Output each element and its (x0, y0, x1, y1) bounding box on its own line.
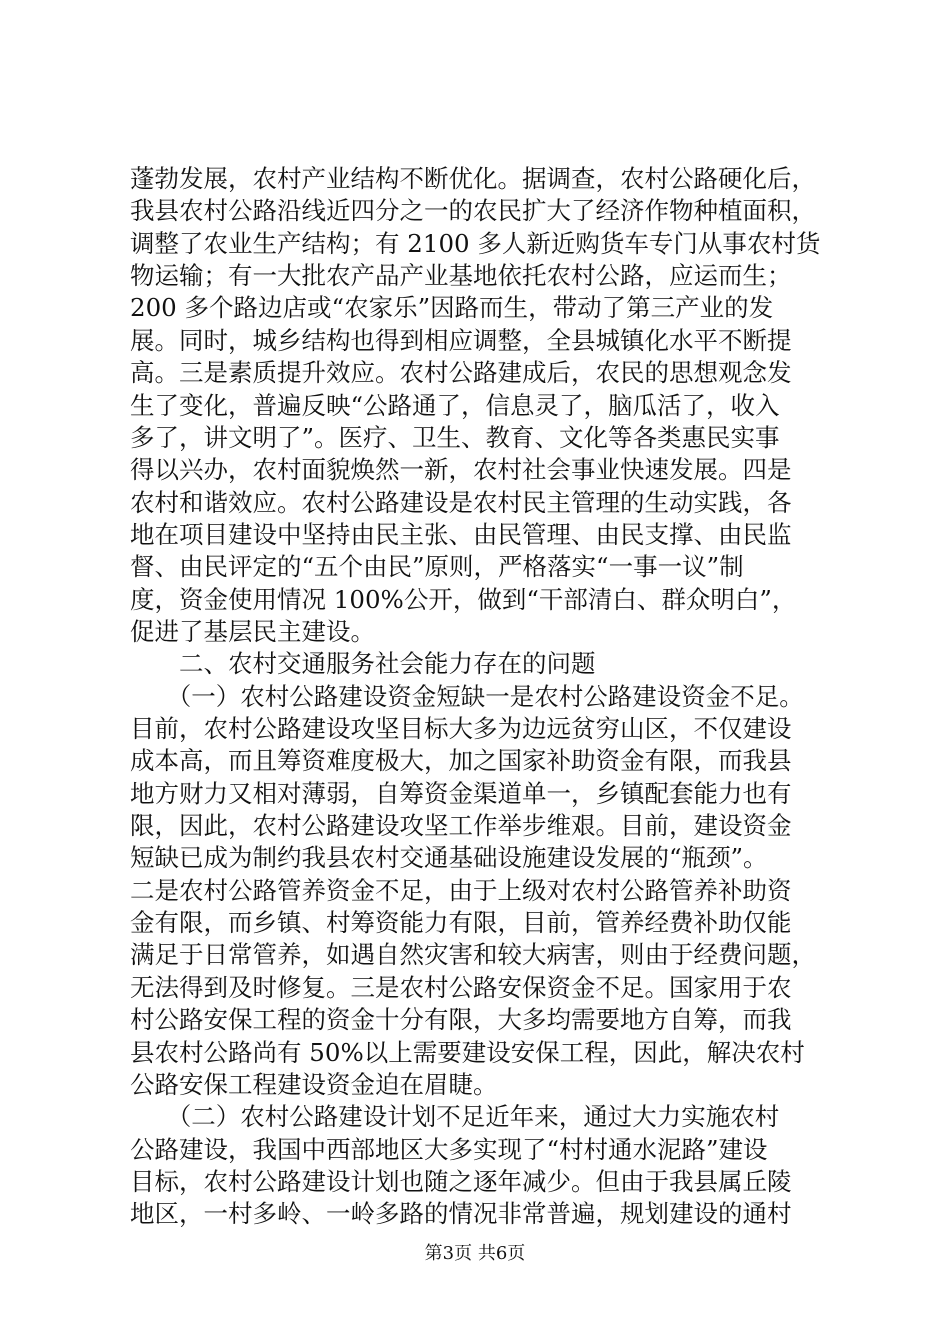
text-line: 展。同时，城乡结构也得到相应调整，全县城镇化水平不断提 (130, 325, 792, 355)
text-line: 金有限，而乡镇、村筹资能力有限，目前，管养经费补助仅能 (130, 908, 792, 938)
text-line: 地区，一村多岭、一岭多路的情况非常普遍，规划建设的通村 (130, 1199, 792, 1229)
text-line: 短缺已成为制约我县农村交通基础设施建设发展的“瓶颈”。 (130, 843, 768, 873)
text-line: 农村和谐效应。农村公路建设是农村民主管理的生动实践，各 (130, 487, 792, 517)
text-line: 蓬勃发展，农村产业结构不断优化。据调查，农村公路硬化后， (130, 164, 816, 193)
text-line: 地在项目建设中坚持由民主张、由民管理、由民支撑、由民监 (130, 519, 792, 549)
text-line: 调整了农业生产结构；有 2100 多人新近购货车专门从事农村货 (130, 228, 821, 258)
text-line: 公路建设，我国中西部地区大多实现了“村村通水泥路”建设 (130, 1134, 768, 1164)
text-line: 促进了基层民主建设。 (130, 616, 375, 646)
text-line: 度，资金使用情况 100%公开，做到“干部清白、群众明白”， (130, 584, 797, 614)
text-line: 得以兴办，农村面貌焕然一新，农村社会事业快速发展。四是 (130, 455, 792, 485)
text-line: 物运输；有一大批农产品产业基地依托农村公路，应运而生； (130, 261, 792, 291)
text-line: 地方财力又相对薄弱，自筹资金渠道单一，乡镇配套能力也有 (130, 778, 792, 808)
text-line: 县农村公路尚有 50%以上需要建设安保工程，因此，解决农村 (130, 1037, 805, 1067)
text-line: （一）农村公路建设资金短缺一是农村公路建设资金不足。 (130, 681, 804, 711)
text-line: 公路安保工程建设资金迫在眉睫。 (130, 1069, 498, 1099)
text-line: 目前，农村公路建设攻坚目标大多为边远贫穷山区，不仅建设 (130, 714, 792, 743)
text-line: 二、农村交通服务社会能力存在的问题 (130, 649, 596, 679)
text-line: 无法得到及时修复。三是农村公路安保资金不足。国家用于农 (130, 972, 792, 1002)
text-line: 限，因此，农村公路建设攻坚工作举步维艰。目前，建设资金 (130, 811, 792, 840)
text-line: 成本高，而且筹资难度极大，加之国家补助资金有限，而我县 (130, 746, 792, 776)
text-line: 目标，农村公路建设计划也随之逐年减少。但由于我县属丘陵 (130, 1166, 792, 1196)
text-line: 村公路安保工程的资金十分有限，大多均需要地方自筹，而我 (130, 1005, 792, 1035)
text-line: 满足于日常管养，如遇自然灾害和较大病害，则由于经费问题， (130, 940, 816, 970)
text-line: 生了变化，普遍反映“公路通了，信息灵了，脑瓜活了，收入 (130, 390, 780, 420)
text-line: 督、由民评定的“五个由民”原则，严格落实“一事一议”制 (130, 552, 744, 582)
text-line: 200 多个路边店或“农家乐”因路而生，带动了第三产业的发 (130, 293, 774, 323)
page-footer: 第3页 共6页 (424, 1243, 526, 1264)
text-line: 多了，讲文明了”。医疗、卫生、教育、文化等各类惠民实事 (130, 422, 780, 452)
text-line: 二是农村公路管养资金不足，由于上级对农村公路管养补助资 (130, 875, 792, 905)
text-line: 高。三是素质提升效应。农村公路建成后，农民的思想观念发 (130, 358, 792, 388)
text-line: （二）农村公路建设计划不足近年来，通过大力实施农村 (130, 1102, 780, 1132)
text-line: 我县农村公路沿线近四分之一的农民扩大了经济作物种植面积， (130, 196, 816, 226)
